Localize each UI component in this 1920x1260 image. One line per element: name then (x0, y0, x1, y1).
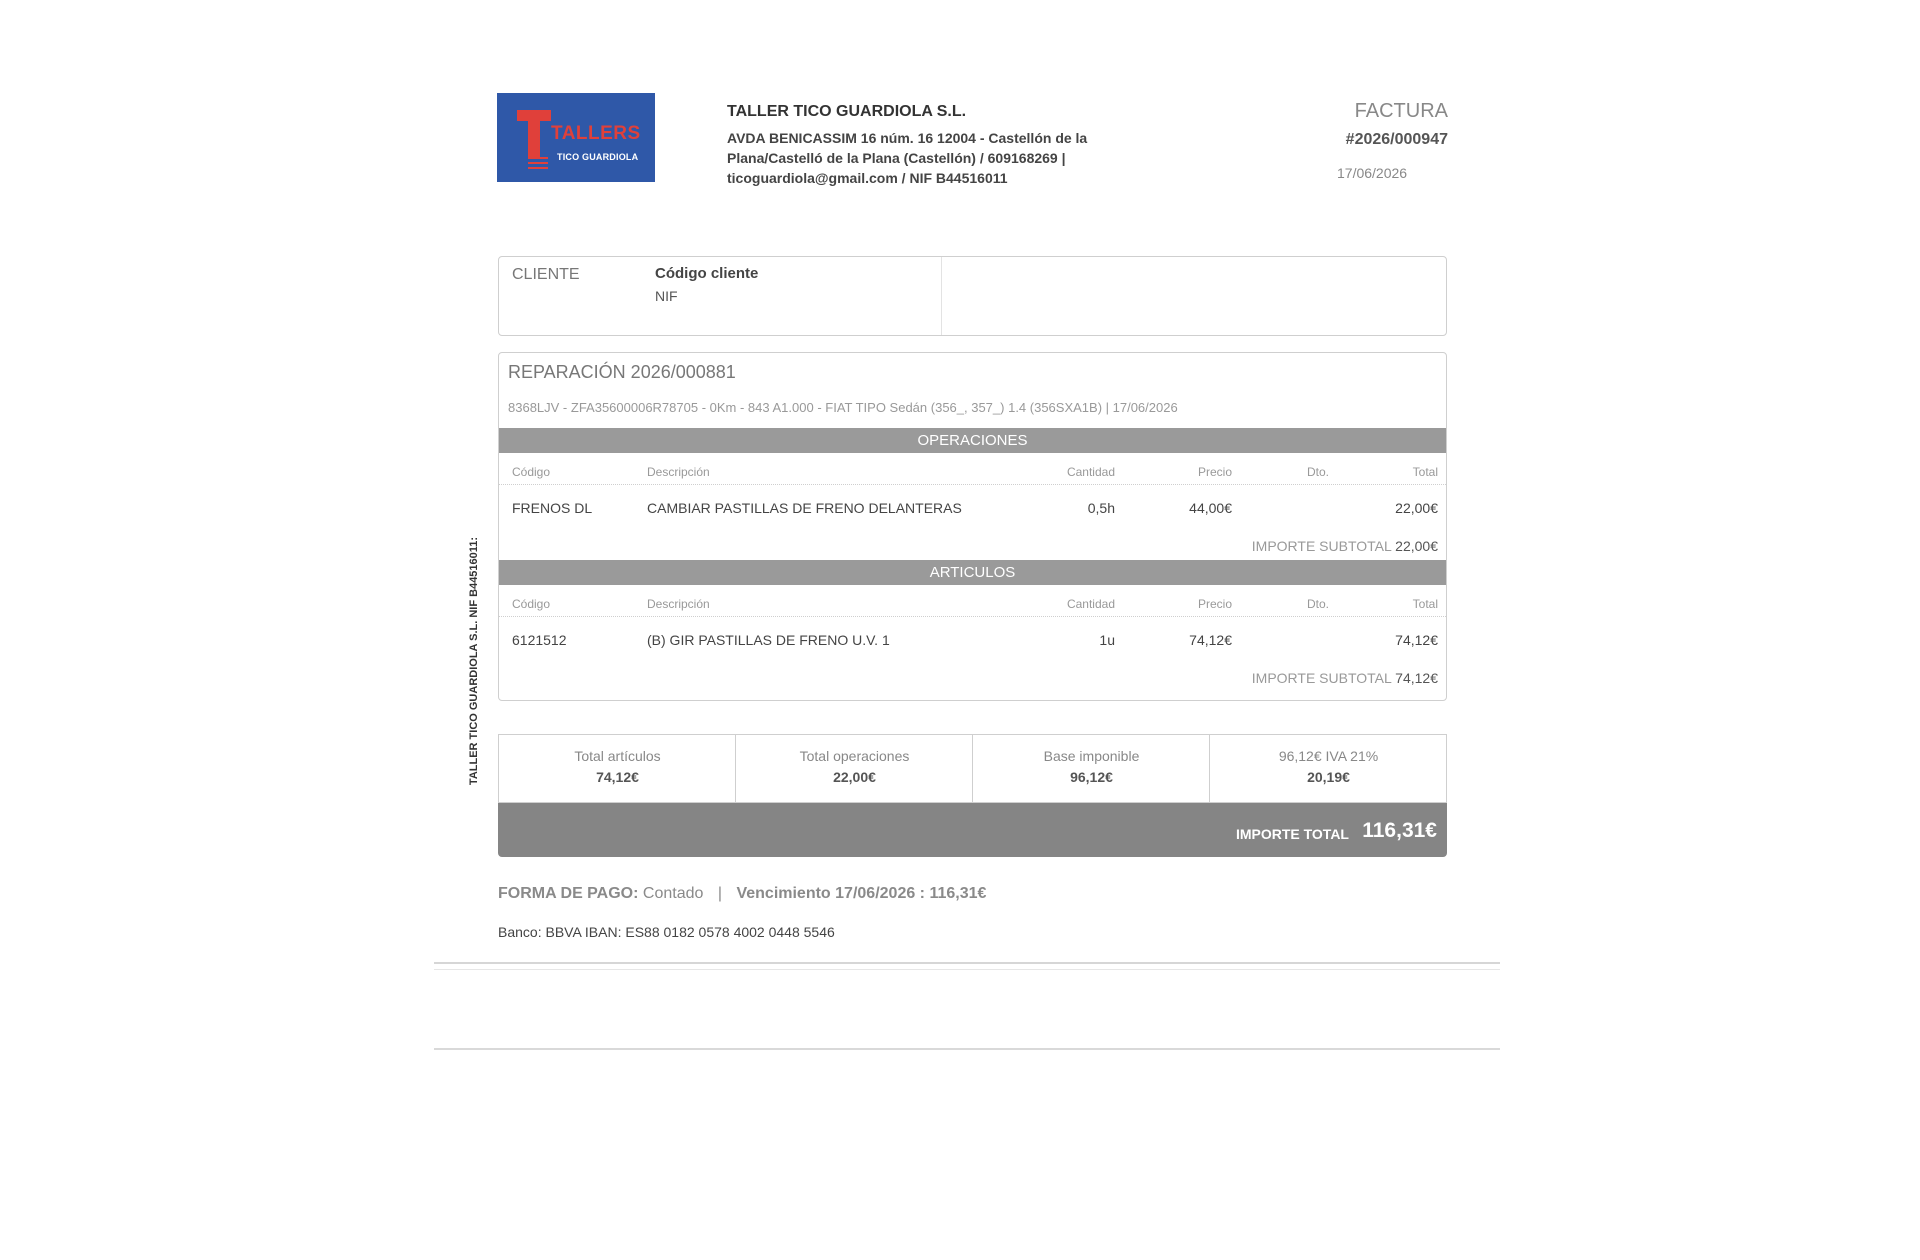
total-label: Total operaciones (799, 748, 910, 764)
operations-subtotal (1252, 538, 1438, 554)
row-description: CAMBIAR PASTILLAS DE FRENO DELANTERAS (647, 500, 962, 516)
total-label: Base imponible (1043, 748, 1140, 764)
client-code-label: Código cliente (655, 265, 759, 282)
col-description: Descripción (647, 465, 710, 479)
subtotal-value: 74,12€ (1395, 670, 1438, 686)
col-code: Código (512, 597, 551, 611)
bank-info: Banco: BBVA IBAN: ES88 0182 0578 4002 0448 5546 (498, 924, 835, 940)
footer-rule (434, 1048, 1500, 1050)
company-logo (497, 93, 655, 182)
logo-word: TALLERS (551, 123, 641, 144)
total-operations (736, 735, 973, 802)
col-description: Descripción (647, 597, 710, 611)
col-discount: Dto. (1306, 597, 1329, 611)
company-name: TALLER TICO GUARDIOLA S.L. (727, 103, 967, 120)
row-description: (B) GIR PASTILLAS DE FRENO U.V. 1 (647, 632, 890, 648)
total-value: 22,00€ (833, 769, 876, 785)
payment-label: FORMA DE PAGO: (498, 885, 639, 902)
row-price: 44,00€ (1189, 500, 1232, 516)
invoice-date: 17/06/2026 (1337, 165, 1408, 181)
repair-vehicle-info: 8368LJV - ZFA35600006R78705 - 0Km - 843 A1.000 - FIAT TIPO Sedán (356_, 357_) 1.4 (356SXA1B) | 17/06/2026 (508, 400, 1178, 415)
col-quantity: Cantidad (1066, 597, 1115, 611)
row-code: 6121512 (512, 632, 567, 648)
repair-title: REPARACIÓN 2026/000881 (508, 362, 736, 382)
due-label: Vencimiento (736, 885, 831, 902)
row-price: 74,12€ (1189, 632, 1232, 648)
grand-total-label: IMPORTE TOTAL (1235, 826, 1349, 842)
logo-subtitle: TICO GUARDIOLA (557, 152, 639, 162)
grand-total-value: 116,31€ (1362, 819, 1437, 842)
subtotal-label: IMPORTE SUBTOTAL (1251, 670, 1392, 686)
footer-rule (434, 962, 1500, 964)
grand-total-band (498, 803, 1447, 857)
divider (499, 484, 1446, 485)
row-total: 22,00€ (1395, 500, 1438, 516)
row-quantity: 0,5h (1087, 500, 1115, 516)
row-total: 74,12€ (1395, 632, 1438, 648)
divider (499, 616, 1446, 617)
payment-info (498, 885, 986, 903)
col-total: Total (1412, 597, 1438, 611)
col-total: Total (1412, 465, 1438, 479)
invoice-number: #2026/000947 (1345, 131, 1448, 148)
subtotal-value: 22,00€ (1395, 538, 1438, 554)
payment-method: Contado (642, 885, 704, 902)
client-nif-label: NIF (655, 288, 678, 304)
col-price: Precio (1197, 597, 1232, 611)
side-registry-text: TALLER TICO GUARDIOLA S.L. NIF B44516011: (468, 536, 480, 786)
total-value: 96,12€ (1070, 769, 1113, 785)
invoice-title: FACTURA (1354, 100, 1448, 122)
total-value: 74,12€ (596, 769, 639, 785)
operations-band: OPERACIONES (499, 428, 1446, 453)
col-quantity: Cantidad (1066, 465, 1115, 479)
total-label: Total artículos (574, 748, 661, 764)
repair-box (498, 352, 1447, 701)
vat-amount (1210, 735, 1447, 802)
articles-subtotal (1252, 670, 1438, 686)
col-discount: Dto. (1306, 465, 1329, 479)
total-value: 20,19€ (1307, 769, 1350, 785)
row-quantity: 1u (1099, 632, 1115, 648)
client-label: CLIENTE (512, 266, 580, 283)
totals-box (498, 734, 1447, 803)
total-label: 96,12€ IVA 21% (1278, 748, 1379, 764)
row-code: FRENOS DL (512, 500, 593, 516)
total-articles (499, 735, 736, 802)
col-code: Código (512, 465, 551, 479)
taxable-base (973, 735, 1210, 802)
payment-separator: | (717, 885, 722, 902)
company-address: AVDA BENICASSIM 16 núm. 16 12004 - Castellón de la Plana/Castelló de la Plana (Castellón) / 609168269 | ticoguardiola@gmail.com / NIF B44516011 (727, 130, 1088, 186)
col-price: Precio (1197, 465, 1232, 479)
footer-rule (434, 969, 1500, 970)
articles-band: ARTICULOS (499, 560, 1446, 585)
subtotal-label: IMPORTE SUBTOTAL (1251, 538, 1392, 554)
due-value: 17/06/2026 : 116,31€ (835, 885, 987, 902)
client-divider (941, 257, 942, 335)
client-box (498, 256, 1447, 336)
